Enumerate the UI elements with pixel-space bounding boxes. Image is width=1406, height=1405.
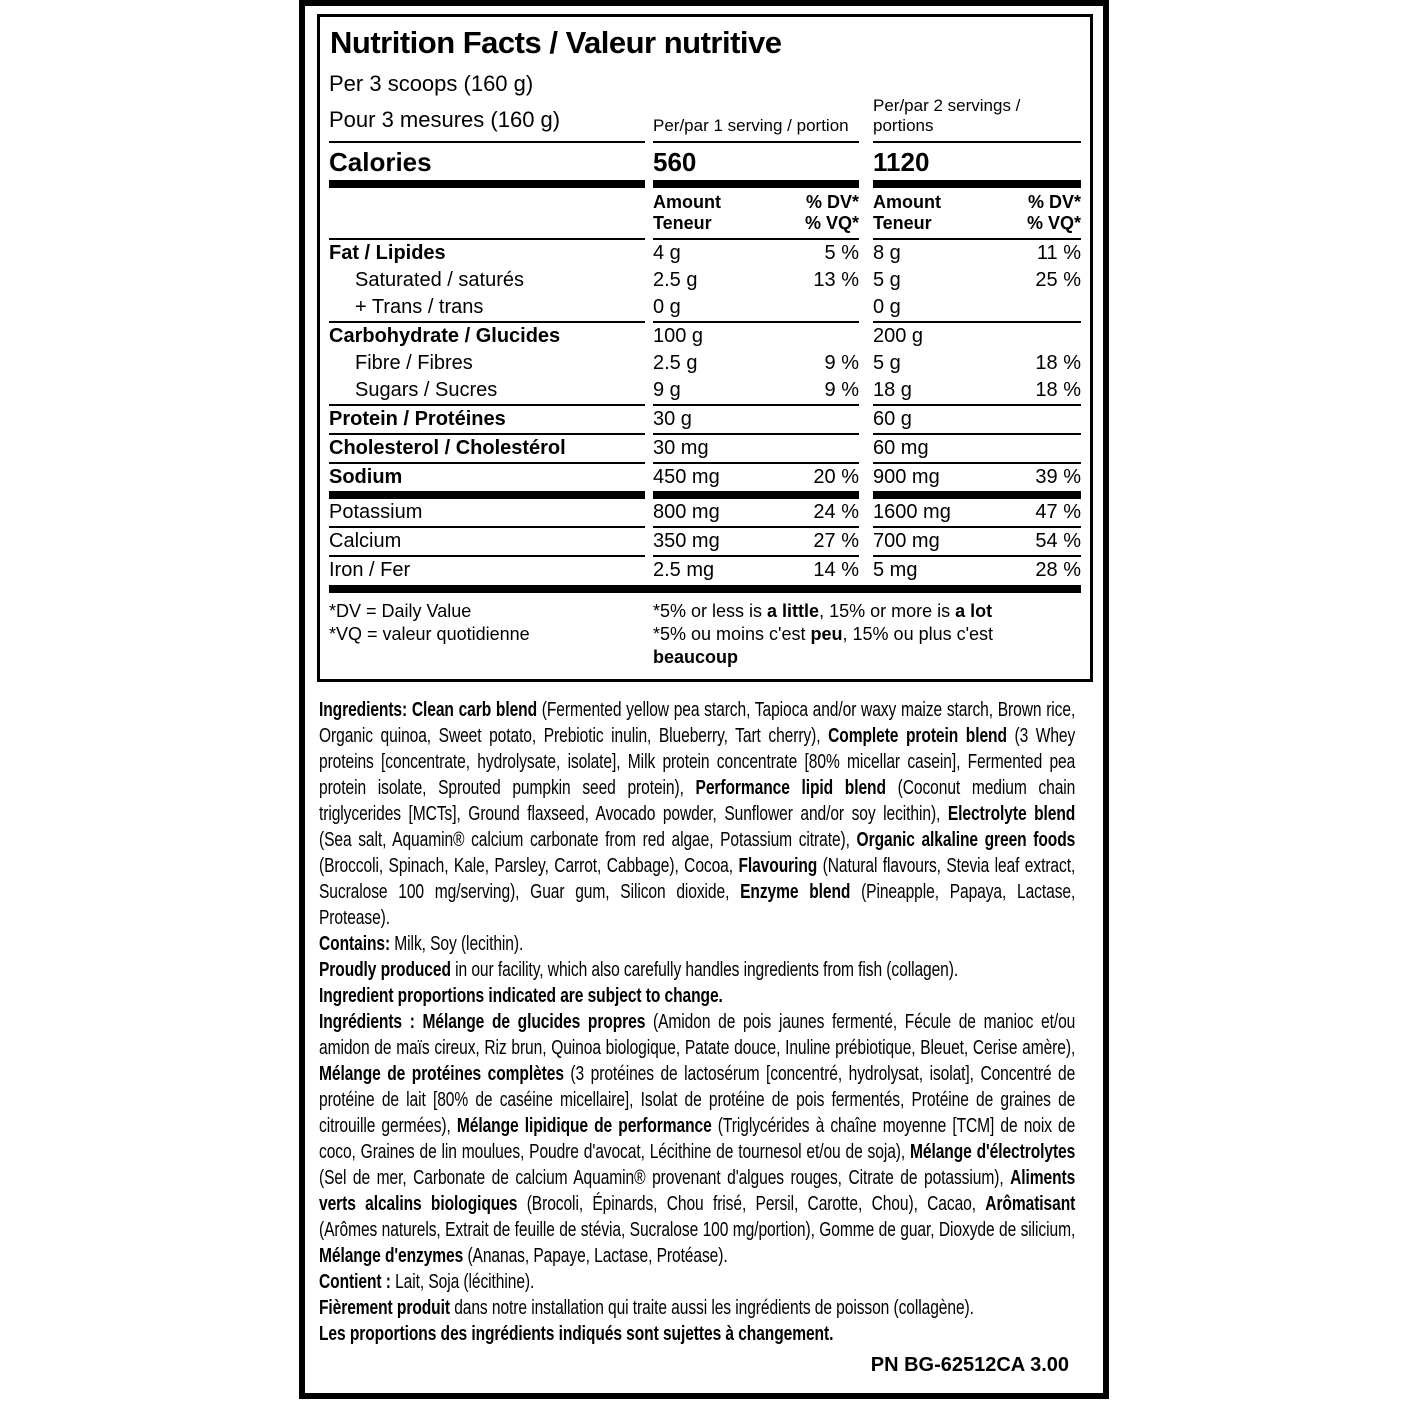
daily-value-percent: 24 % <box>813 501 859 523</box>
amount-value: 5 g <box>873 269 901 291</box>
vq-header-col1: % VQ* <box>804 213 859 233</box>
ingredients-paragraph-fr: Fièrement produit dans notre installation qui traite aussi les ingrédients de poisson (collagène). <box>319 1297 974 1319</box>
teneur-header-col2: Teneur <box>873 213 932 233</box>
value-cell-2-servings <box>873 555 1081 584</box>
nutrition-facts-title: Nutrition Facts / Valeur nutritive <box>330 25 782 60</box>
value-cell-2-servings <box>873 267 1081 294</box>
footnote-section <box>329 598 1081 671</box>
amount-value: 900 mg <box>873 466 940 488</box>
daily-value-percent: 13 % <box>813 269 859 291</box>
amount-value: 200 g <box>873 325 924 347</box>
value-cell-2-servings <box>873 404 1081 433</box>
value-cell-2-servings <box>873 294 1081 321</box>
footnote-5-percent-fr: *5% ou moins c'est peu, 15% ou plus c'est beaucoup <box>653 624 994 667</box>
daily-value-percent: 20 % <box>813 466 859 488</box>
amount-value: 2.5 g <box>653 352 698 374</box>
table-row <box>329 462 1081 491</box>
value-cell-1-serving <box>653 404 859 433</box>
daily-value-percent: 9 % <box>824 379 859 401</box>
nutrient-label: Fibre / Fibres <box>355 352 473 374</box>
daily-value-percent: 28 % <box>1035 559 1081 581</box>
table-bottom-bar <box>329 585 1081 593</box>
daily-value-percent: 54 % <box>1035 530 1081 552</box>
amount-value: 0 g <box>653 296 681 318</box>
table-row <box>329 240 1081 267</box>
table-row <box>329 267 1081 294</box>
nutrient-label: Carbohydrate / Glucides <box>329 321 645 350</box>
value-cell-1-serving <box>653 267 859 294</box>
ingredients-paragraph-en: Ingredients: Clean carb blend (Fermented yellow pea starch, Tapioca and/or waxy maize starch, Brown rice, Organic quinoa, Sweet potato, Prebiotic inulin, Blueberry, Tart cherry), Complete protein blend (3 Whey proteins [concentrate, hydrolysate, isolate], Milk protein concentrate [80% micellar casein], Fermented pea protein isolate, Sprouted pumpkin seed protein), Performance lipid blend (Coconut medium chain triglycerides [MCTs], Ground flaxseed, Avocado powder, Sunflower and/or soy lecithin), Electrolyte blend (Sea salt, Aquamin® calcium carbonate from red algae, Potassium citrate), Organic alkaline green foods (Broccoli, Spinach, Kale, Parsley, Carrot, Cabbage), Cocoa, Flavouring (Natural flavours, Stevia leaf extract, Sucralose 100 mg/serving), Guar gum, Silicon dioxide, Enzyme blend (Pineapple, Papaya, Lactase, Protease). <box>319 699 1076 929</box>
dv-header-col1: % DV* <box>805 192 859 212</box>
value-cell-2-servings <box>873 377 1081 404</box>
table-row <box>329 294 1081 321</box>
value-cell-1-serving <box>653 377 859 404</box>
amount-value: 450 mg <box>653 466 720 488</box>
value-cell-1-serving <box>653 491 859 526</box>
amount-value: 1600 mg <box>873 501 951 523</box>
amount-value: 0 g <box>873 296 901 318</box>
table-row <box>329 526 1081 555</box>
calories-value-2-servings: 1120 <box>873 143 1081 188</box>
ingredients-english <box>319 697 1075 1009</box>
amount-value: 5 mg <box>873 559 918 581</box>
daily-value-percent: 39 % <box>1035 466 1081 488</box>
nutrient-label: Potassium <box>329 491 645 526</box>
daily-value-percent: 11 % <box>1036 242 1081 264</box>
amount-value: 350 mg <box>653 530 720 552</box>
amount-dv-header-row <box>329 188 1081 240</box>
calories-label: Calories <box>329 143 645 188</box>
table-row <box>329 377 1081 404</box>
amount-value: 4 g <box>653 242 681 264</box>
value-cell-2-servings <box>873 240 1081 267</box>
footnote-5-percent-en: *5% or less is a little, 15% or more is a lot <box>653 601 993 621</box>
daily-value-percent: 25 % <box>1035 269 1081 291</box>
daily-value-percent: 47 % <box>1035 501 1081 523</box>
vq-header-col2: % VQ* <box>1026 213 1081 233</box>
amount-value: 100 g <box>653 325 704 347</box>
value-cell-1-serving <box>653 294 859 321</box>
daily-value-percent: 14 % <box>813 559 859 581</box>
dv-header-col2: % DV* <box>1027 192 1081 212</box>
amount-value: 8 g <box>873 242 901 264</box>
ingredients-paragraph-en: Ingredient proportions indicated are subject to change. <box>319 985 723 1007</box>
nutrient-label: + Trans / trans <box>355 296 484 318</box>
amount-value: 700 mg <box>873 530 940 552</box>
daily-value-percent: 5 % <box>824 242 859 264</box>
nutrient-label: Fat / Lipides <box>329 242 446 264</box>
amount-value: 9 g <box>653 379 681 401</box>
ingredients-paragraph-fr: Ingrédients : Mélange de glucides propres (Amidon de pois jaunes fermenté, Fécule de manioc et/ou amidon de maïs cireux, Riz brun, Quinoa biologique, Patate douce, Inuline prébiotique, Bleuet, Cerise amère), Mélange de protéines complètes (3 protéines de lactosérum [concentré, hydrolysat, isolat], Concentré de protéine de lait [80% de caséine micellaire], Isolat de protéine de pois fermentés, Protéine de graines de citrouille germées), Mélange lipidique de performance (Triglycérides à chaîne moyenne [TCM] de noix de coco, Graines de lin moulues, Poudre d'avocat, Lécithine de tournesol et/ou de soja), Mélange d'électrolytes (Sel de mer, Carbonate de calcium Aquamin® provenant d'algues rouges, Citrate de potassium), Aliments verts alcalins biologiques (Brocoli, Épinards, Chou frisé, Persil, Carotte, Chou), Cacao, Arômatisant (Arômes naturels, Extrait de feuille de stévia, Sucralose 100 mg/portion), Gomme de guar, Dioxyde de silicium, Mélange d'enzymes (Ananas, Papaye, Lactase, Protéase). <box>319 1011 1076 1267</box>
part-number: PN BG-62512CA 3.00 <box>870 1354 1069 1376</box>
ingredients-paragraph-fr: Contient : Lait, Soja (lécithine). <box>319 1271 535 1293</box>
value-cell-1-serving <box>653 462 859 491</box>
nutrient-label: Iron / Fer <box>329 555 645 584</box>
daily-value-percent: 9 % <box>824 352 859 374</box>
amount-value: 30 g <box>653 408 692 430</box>
value-cell-1-serving <box>653 526 859 555</box>
table-row <box>329 491 1081 526</box>
value-cell-2-servings <box>873 491 1081 526</box>
daily-value-percent: 27 % <box>813 530 859 552</box>
column-header-1-serving: Per/par 1 serving / portion <box>653 116 849 135</box>
nutrient-label: Protein / Protéines <box>329 404 645 433</box>
value-cell-1-serving <box>653 433 859 462</box>
table-row <box>329 555 1081 584</box>
nutrient-label: Sodium <box>329 462 645 491</box>
amount-value: 800 mg <box>653 501 720 523</box>
serving-header-row <box>329 69 1081 143</box>
nutrient-rows <box>329 240 1081 584</box>
ingredients-section <box>319 697 1075 1347</box>
amount-header-col2: Amount <box>873 192 941 212</box>
nutrient-label: Sugars / Sucres <box>355 379 498 401</box>
serving-size-en: Per 3 scoops (160 g) <box>329 71 534 96</box>
value-cell-2-servings <box>873 350 1081 377</box>
amount-value: 60 g <box>873 408 912 430</box>
amount-value: 2.5 g <box>653 269 698 291</box>
value-cell-2-servings <box>873 526 1081 555</box>
daily-value-percent: 18 % <box>1035 352 1081 374</box>
footnote-dv: *DV = Daily Value <box>329 601 472 621</box>
amount-header-col1: Amount <box>653 192 721 212</box>
value-cell-1-serving <box>653 555 859 584</box>
table-row <box>329 433 1081 462</box>
amount-value: 60 mg <box>873 437 929 459</box>
amount-value: 30 mg <box>653 437 709 459</box>
daily-value-percent: 18 % <box>1035 379 1081 401</box>
table-row <box>329 321 1081 350</box>
ingredients-french <box>319 1009 1075 1347</box>
calories-value-1-serving: 560 <box>653 143 859 188</box>
amount-value: 18 g <box>873 379 912 401</box>
column-header-2-servings: Per/par 2 servings / portions <box>873 96 1021 135</box>
label-panel <box>299 0 1109 1399</box>
ingredients-paragraph-en: Proudly produced in our facility, which also carefully handles ingredients from fish (collagen). <box>319 959 959 981</box>
serving-size-fr: Pour 3 mesures (160 g) <box>329 107 561 132</box>
value-cell-2-servings <box>873 462 1081 491</box>
value-cell-1-serving <box>653 240 859 267</box>
nutrition-facts-table <box>317 14 1093 682</box>
ingredients-paragraph-fr: Les proportions des ingrédients indiqués sont sujettes à changement. <box>319 1323 834 1345</box>
amount-value: 2.5 mg <box>653 559 715 581</box>
value-cell-2-servings <box>873 433 1081 462</box>
table-row <box>329 350 1081 377</box>
footnote-vq: *VQ = valeur quotidienne <box>329 624 530 644</box>
nutrient-label: Saturated / saturés <box>355 269 524 291</box>
value-cell-2-servings <box>873 321 1081 350</box>
nutrient-label: Calcium <box>329 526 645 555</box>
calories-row <box>329 143 1081 188</box>
amount-value: 5 g <box>873 352 901 374</box>
table-row <box>329 404 1081 433</box>
nutrient-label: Cholesterol / Cholestérol <box>329 433 645 462</box>
teneur-header-col1: Teneur <box>653 213 712 233</box>
ingredients-paragraph-en: Contains: Milk, Soy (lecithin). <box>319 933 524 955</box>
value-cell-1-serving <box>653 321 859 350</box>
value-cell-1-serving <box>653 350 859 377</box>
